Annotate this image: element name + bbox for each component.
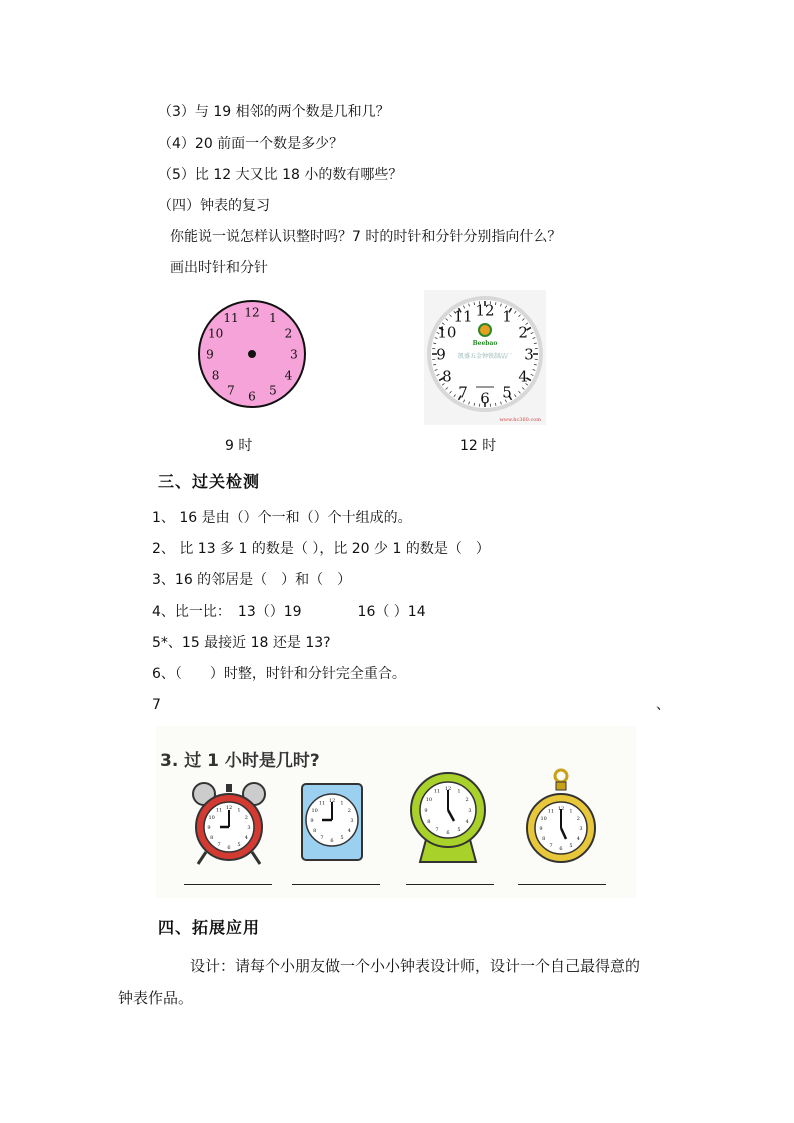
extend-text-line-1: 设计：请每个小朋友做一个小小钟表设计师，设计一个自己最得意的 (190, 957, 641, 975)
clock-number: 9 (424, 807, 428, 814)
brand-logo-text: Beebao (472, 340, 498, 347)
pocket-watch-icon (524, 768, 598, 866)
clock-number: 10 (425, 796, 433, 803)
clock-number: 5 (502, 383, 512, 402)
clock-number: 9 (206, 347, 214, 362)
clock-number: 6 (480, 389, 490, 408)
pink-clock-center-dot (248, 350, 256, 358)
pink-clock-image (196, 298, 308, 410)
clock-number: 8 (427, 818, 431, 825)
clock-number: 1 (502, 307, 512, 326)
exercise-number: 3. (160, 751, 179, 771)
clock-number: 1 (237, 807, 241, 814)
clock-number: 8 (442, 367, 452, 386)
clock-number: 11 (318, 800, 326, 807)
clock-number: 7 (320, 835, 324, 842)
clock-number: 12 (244, 305, 260, 320)
clock-number: 9 (310, 817, 314, 824)
alarm-clock-icon (188, 780, 270, 866)
clock-number: 5 (569, 843, 573, 850)
clock-number: 11 (223, 310, 239, 325)
exercise-title (160, 746, 320, 771)
answer-blank-3[interactable] (406, 884, 494, 885)
maker-mark (476, 386, 494, 388)
pink-clock-caption: 9 时 (225, 438, 253, 454)
clock-number: 12 (225, 804, 233, 811)
check-item-5: 5*、15 最接近 18 还是 13? (152, 635, 331, 651)
question-5: （5）比 12 大又比 18 小的数有哪些？ (158, 167, 403, 183)
clock-number: 3 (290, 347, 298, 362)
clock-number: 12 (444, 785, 452, 792)
answer-blank-4[interactable] (518, 884, 606, 885)
clock-number: 12 (557, 805, 565, 812)
clock-number: 4 (244, 834, 248, 841)
check-item-2: 2、 比 13 多 1 的数是（ ），比 20 少 1 的数是（ ） (152, 541, 490, 557)
clock-number: 12 (475, 301, 495, 320)
square-clock-icon (300, 782, 364, 862)
clock-number: 2 (284, 326, 293, 341)
clock-number: 3 (579, 825, 583, 832)
clock-number: 6 (330, 837, 334, 844)
clock-number: 4 (465, 818, 469, 825)
clock-number: 4 (347, 827, 351, 834)
clock-number: 3 (468, 807, 472, 814)
clock-number: 9 (436, 345, 446, 364)
brand-logo-icon (479, 324, 491, 336)
clock-number: 9 (539, 825, 543, 832)
clock-number: 2 (518, 323, 528, 342)
check-item-4: 4、比一比： 13（）19 16（ ）14 (152, 604, 426, 620)
clock-number: 12 (328, 797, 336, 804)
watermark-site: www.hc360.com (499, 417, 541, 423)
clock-number: 8 (313, 827, 317, 834)
clock-number: 5 (457, 826, 461, 833)
draw-instruction: 画出时针和分针 (170, 260, 268, 276)
clock-number: 7 (217, 842, 221, 849)
exercise-image (156, 726, 636, 898)
clock-number: 1 (269, 310, 277, 325)
clock-number: 8 (210, 834, 214, 841)
clock-number: 7 (549, 843, 553, 850)
clock-number: 8 (211, 368, 220, 383)
clock-number: 3 (350, 817, 354, 824)
clock-number: 11 (215, 807, 223, 814)
clock-number: 6 (559, 845, 563, 852)
watermark-text: 凯盛五金钟铁制品厂 (457, 353, 513, 360)
clock-number: 10 (437, 323, 457, 342)
clock-number: 8 (542, 835, 546, 842)
clock-number: 7 (458, 383, 468, 402)
clock-number: 5 (340, 835, 344, 842)
extend-text-line-2: 钟表作品。 (118, 989, 194, 1007)
clock-number: 1 (340, 800, 344, 807)
green-clock-icon (406, 770, 490, 864)
clock-number: 3 (524, 345, 534, 364)
clock-number: 2 (244, 814, 248, 821)
answer-blank-1[interactable] (184, 884, 272, 885)
check-item-1: 1、 16 是由（）个一和（）个十组成的。 (152, 510, 412, 526)
clock-number: 6 (446, 829, 450, 836)
white-clock-caption: 12 时 (460, 438, 497, 454)
clock-number: 2 (576, 815, 580, 822)
clock-number: 11 (433, 788, 441, 795)
clock-number: 2 (347, 807, 351, 814)
clock-number: 6 (248, 389, 256, 404)
check-item-3: 3、16 的邻居是（ ）和（ ） (152, 572, 352, 588)
question-3: （3）与 19 相邻的两个数是几和几？ (158, 104, 390, 120)
check-item-6: 6、（ ）时整，时针和分针完全重合。 (152, 666, 406, 682)
clock-number: 10 (208, 814, 215, 821)
check-section-title: 三、过关检测 (158, 472, 261, 491)
question-4: （4）20 前面一个数是多少？ (158, 136, 344, 152)
clock-number: 1 (569, 808, 573, 815)
clock-number: 4 (576, 835, 580, 842)
clock-number: 11 (547, 808, 555, 815)
clock-number: 10 (207, 326, 224, 341)
check-item-7-mark: 、 (656, 697, 670, 713)
check-item-7-number: 7 (152, 697, 161, 713)
clock-review-title: （四）钟表的复习 (158, 198, 270, 214)
clock-number: 5 (237, 842, 241, 849)
clock-number: 2 (465, 796, 469, 803)
clock-number: 1 (457, 788, 461, 795)
clock-number: 5 (269, 383, 277, 398)
clock-number: 7 (435, 826, 439, 833)
clock-number: 11 (453, 307, 473, 326)
answer-blank-2[interactable] (292, 884, 380, 885)
clock-review-prompt: 你能说一说怎样认识整时吗？7 时的时针和分针分别指向什么？ (170, 229, 562, 245)
clock-number: 4 (518, 367, 528, 386)
exercise-title-text: 过 1 小时是几时? (184, 751, 320, 771)
clock-number: 4 (284, 368, 293, 383)
clock-number: 9 (207, 824, 211, 831)
clock-number: 10 (540, 815, 547, 822)
extend-section-title: 四、拓展应用 (158, 918, 261, 937)
clock-number: 10 (311, 807, 318, 814)
clock-number: 6 (227, 844, 231, 851)
white-clock-image (424, 290, 546, 425)
clock-number: 3 (247, 824, 251, 831)
clock-number: 7 (227, 383, 235, 398)
